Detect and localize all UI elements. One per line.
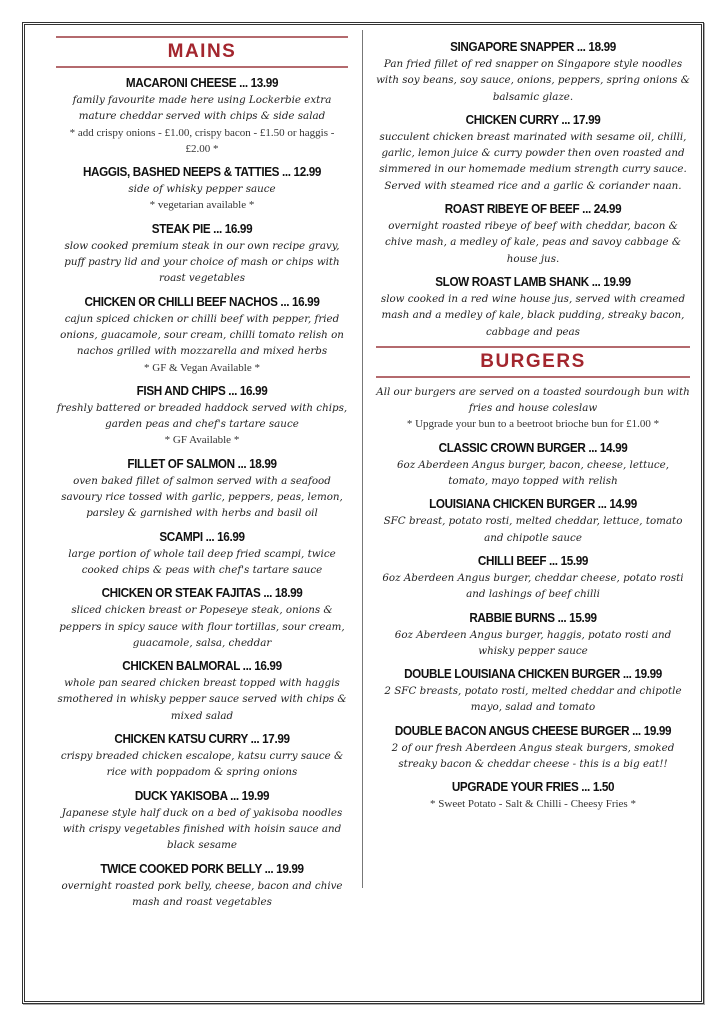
left-column xyxy=(56,36,348,916)
menu-item xyxy=(376,665,690,716)
burgers-intro-note: * Upgrade your bun to a beetroot brioche bun for £1.00 * xyxy=(406,418,660,431)
mains-list xyxy=(56,74,348,910)
menu-item xyxy=(376,439,690,490)
menu-item xyxy=(376,778,690,812)
menu-item-name: CHICKEN OR STEAK FAJITAS ... 18.99 xyxy=(101,585,303,601)
menu-item-note: * vegetarian available * xyxy=(149,199,255,212)
mains-continued-list xyxy=(376,38,690,340)
menu-item-description: whole pan seared chicken breast topped with haggis smothered in whisky pepper sauce served with chips & mixed salad xyxy=(57,677,347,722)
menu-item-name: ROAST RIBEYE OF BEEF ... 24.99 xyxy=(444,201,622,217)
menu-item-note: * GF & Vegan Available * xyxy=(144,361,260,374)
menu-item xyxy=(376,722,690,773)
menu-item-description: slow cooked premium steak in our own recipe gravy, puff pastry lid and your choice of mash or chips with roast vegetables xyxy=(64,239,340,285)
burgers-title: BURGERS xyxy=(480,350,586,372)
menu-item-description: cajun spiced chicken or chilli beef with pepper, fried onions, guacamole, sour cream, chilli tomato relish on nachos grilled with mozzarella and mixed herbs xyxy=(60,312,344,358)
menu-item-description: overnight roasted pork belly, cheese, bacon and chive mash and roast vegetables xyxy=(61,879,343,908)
menu-item xyxy=(376,609,690,660)
menu-item-description: crispy breaded chicken escalope, katsu curry sauce & rice with poppadom & spring onions xyxy=(60,750,344,779)
menu-item xyxy=(376,273,690,340)
menu-item-name: FILLET OF SALMON ... 18.99 xyxy=(127,455,277,471)
menu-item-name: UPGRADE YOUR FRIES ... 1.50 xyxy=(451,779,615,795)
column-divider xyxy=(362,30,363,888)
menu-item xyxy=(56,787,348,854)
menu-item-name: SLOW ROAST LAMB SHANK ... 19.99 xyxy=(435,273,631,289)
menu-item xyxy=(56,293,348,376)
menu-item-note: * GF Available * xyxy=(164,434,240,447)
menu-item xyxy=(56,584,348,651)
menu-item-name: RABBIE BURNS ... 15.99 xyxy=(469,609,597,625)
menu-item-name: DUCK YAKISOBA ... 19.99 xyxy=(134,787,270,803)
menu-item-name: MACARONI CHEESE ... 13.99 xyxy=(125,75,279,90)
menu-item-description: SFC breast, potato rosti, melted cheddar, lettuce, tomato and chipotle sauce xyxy=(383,515,683,544)
menu-item-description: oven baked fillet of salmon served with a seafood savoury rice tossed with garlic, peppers, peas, lemon, parsley & garnished with herbs and basil oil xyxy=(61,474,343,520)
menu-item-name: CHICKEN KATSU CURRY ... 17.99 xyxy=(114,731,290,747)
menu-item-description: 6oz Aberdeen Angus burger, haggis, potato rosti and whisky pepper sauce xyxy=(394,628,672,657)
menu-item-description: large portion of whole tail deep fried scampi, twice cooked chips & peas with chef's tartare sauce xyxy=(68,547,336,576)
menu-item-name: CHICKEN CURRY ... 17.99 xyxy=(465,111,601,127)
menu-item-note: * add crispy onions - £1.00, crispy bacon - £1.50 or haggis - £2.00 * xyxy=(69,126,335,155)
menu-item-name: CHICKEN BALMORAL ... 16.99 xyxy=(122,658,282,674)
burgers-list xyxy=(376,439,690,813)
menu-item-description: succulent chicken breast marinated with sesame oil, chilli, garlic, lemon juice & curry powder then oven roasted and simmered in our homemade medium strength curry sauce. Served with steamed rice and a garlic & coriander naan. xyxy=(379,130,687,192)
menu-item-description: Pan fried fillet of red snapper on Singapore style noodles with soy beans, soy sauce, onions, peppers, spring onions & balsamic glaze. xyxy=(376,58,690,103)
menu-item-name: DOUBLE LOUISIANA CHICKEN BURGER ... 19.99 xyxy=(404,666,662,682)
mains-title: MAINS xyxy=(167,41,237,62)
menu-item-description: family favourite made here using Lockerbie extra mature cheddar served with chips & side salad xyxy=(72,94,332,123)
menu-item-name: DOUBLE BACON ANGUS CHEESE BURGER ... 19.99 xyxy=(394,722,672,738)
menu-item xyxy=(56,657,348,724)
menu-item-description: overnight roasted ribeye of beef with cheddar, bacon & chive mash, a medley of kale, peas and savoy cabbage & house jus. xyxy=(384,220,682,265)
menu-item-name: CHILLI BEEF ... 15.99 xyxy=(477,552,589,568)
menu-item-description: 6oz Aberdeen Angus burger, cheddar cheese, potato rosti and lashings of beef chilli xyxy=(382,571,684,601)
menu-item-description: 2 of our fresh Aberdeen Angus steak burgers, smoked streaky bacon & cheddar cheese - this is a big eat!! xyxy=(391,741,675,771)
menu-item xyxy=(56,455,348,522)
menu-item xyxy=(376,495,690,546)
menu-item-description: 6oz Aberdeen Angus burger, bacon, cheese, lettuce, tomato, mayo topped with relish xyxy=(396,458,669,488)
burgers-intro-text: All our burgers are served on a toasted sourdough bun with fries and house coleslaw xyxy=(376,385,690,415)
menu-item-description: freshly battered or breaded haddock served with chips, garden peas and chef's tartare sauce xyxy=(56,401,348,431)
menu-item xyxy=(56,163,348,214)
menu-item-name: CLASSIC CROWN BURGER ... 14.99 xyxy=(438,439,628,455)
menu-item-name: CHICKEN OR CHILLI BEEF NACHOS ... 16.99 xyxy=(84,293,320,309)
menu-item xyxy=(376,552,690,603)
menu-item-name: TWICE COOKED PORK BELLY ... 19.99 xyxy=(100,860,304,876)
menu-item-name: LOUISIANA CHICKEN BURGER ... 14.99 xyxy=(429,496,637,512)
menu-item xyxy=(56,74,348,157)
menu-item-name: HAGGIS, BASHED NEEPS & TATTIES ... 12.99 xyxy=(82,164,322,180)
burgers-intro xyxy=(376,384,690,433)
menu-item-description: 2 SFC breasts, potato rosti, melted cheddar and chipotle mayo, salad and tomato xyxy=(384,685,682,714)
menu-item-note: * Sweet Potato - Salt & Chilli - Cheesy Fries * xyxy=(430,798,636,811)
menu-item xyxy=(56,860,348,911)
menu-item-description: Japanese style half duck on a bed of yakisoba noodles with crispy vegetables finished with hoisin sauce and black sesame xyxy=(61,806,343,852)
menu-item-description: slow cooked in a red wine house jus, served with creamed mash and a medley of kale, black pudding, streaky bacon, cabbage and peas xyxy=(380,292,686,338)
right-column xyxy=(376,38,690,819)
menu-item-description: sliced chicken breast or Popeseye steak, onions & peppers in spicy sauce with flour tortillas, sour cream, guacamole, salsa, cheddar xyxy=(59,604,345,649)
menu-item xyxy=(56,730,348,781)
menu-item xyxy=(376,38,690,105)
menu-item xyxy=(376,200,690,267)
menu-item xyxy=(56,382,348,449)
menu-item xyxy=(56,220,348,287)
mains-header xyxy=(56,36,348,68)
menu-item-name: SINGAPORE SNAPPER ... 18.99 xyxy=(450,39,616,54)
menu-item-name: FISH AND CHIPS ... 16.99 xyxy=(136,382,268,398)
menu-item xyxy=(56,528,348,579)
menu-item-description: side of whisky pepper sauce xyxy=(128,183,276,196)
menu-item xyxy=(376,111,690,194)
menu-item-name: SCAMPI ... 16.99 xyxy=(159,528,245,544)
burgers-header xyxy=(376,346,690,378)
menu-item-name: STEAK PIE ... 16.99 xyxy=(151,220,253,236)
